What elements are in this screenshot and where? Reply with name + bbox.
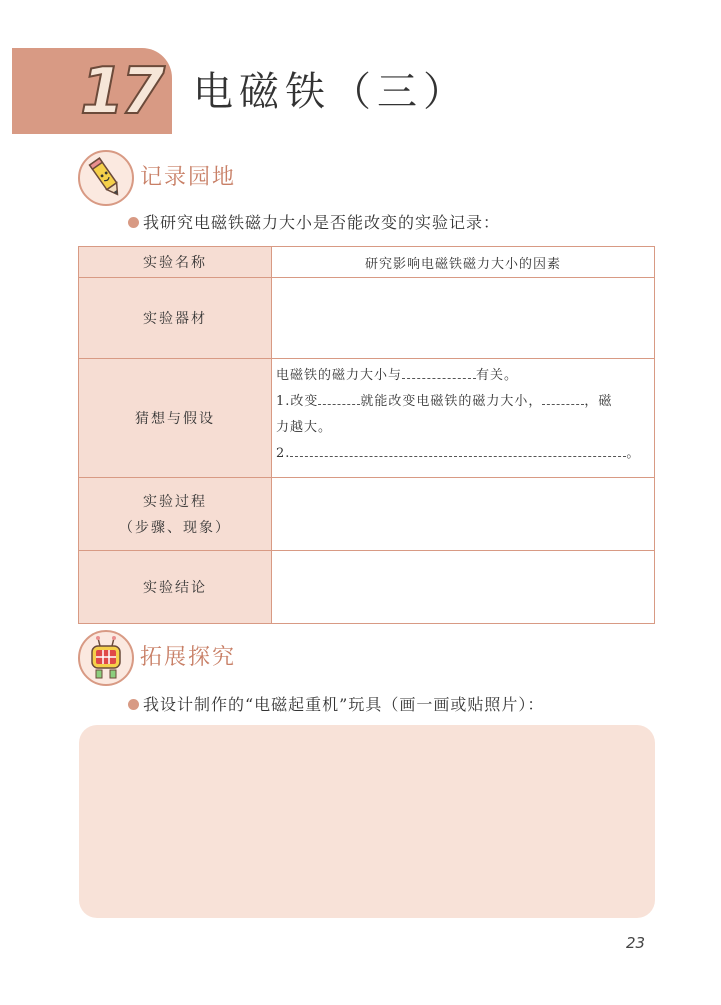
record-prompt [128,210,500,233]
table-row [79,247,655,278]
page-title: 电磁铁（三） [193,69,469,115]
hypothesis-line-1: 电磁铁的磁力大小与 有关。 [276,363,652,389]
extension-prompt-text: 我设计制作的“电磁起重机”玩具（画一画或贴照片）： [143,695,545,714]
experiment-name-value: 研究影响电磁铁磁力大小的因素 [272,247,655,278]
bullet-dot-icon [128,699,139,710]
procedure-field[interactable] [272,478,655,551]
drawing-area[interactable] [79,725,655,918]
hypothesis-label: 猜想与假设 [79,359,272,478]
table-row [79,359,655,478]
hypothesis-field [272,359,655,478]
materials-field[interactable] [272,278,655,359]
hypothesis-line-4: 2. 。 [276,441,652,467]
record-section-label: 记录园地 [140,165,237,190]
pencil-icon [78,150,134,206]
fill-blank[interactable] [318,390,360,405]
table-row [79,551,655,624]
procedure-label: 实验过程 （步骤、现象） [79,478,272,551]
conclusion-label: 实验结论 [79,551,272,624]
fill-blank[interactable] [290,442,626,457]
fill-blank[interactable] [402,364,476,379]
bullet-dot-icon [128,217,139,228]
page-number: 23 [626,934,646,952]
fill-blank[interactable] [542,390,584,405]
hypothesis-line-2: 1.改变 就能改变电磁铁的磁力大小， ，磁 [276,389,652,415]
record-section-heading [78,150,378,206]
conclusion-field[interactable] [272,551,655,624]
chapter-number: 17 [80,55,162,129]
experiment-record-table [78,246,655,624]
extension-section-heading [78,630,378,686]
extension-prompt [128,692,544,715]
table-row [79,278,655,359]
materials-label: 实验器材 [79,278,272,359]
hypothesis-line-3: 力越大。 [276,420,333,435]
record-prompt-text: 我研究电磁铁磁力大小是否能改变的实验记录： [143,213,501,232]
table-row [79,478,655,551]
extension-section-label: 拓展探究 [140,645,237,670]
experiment-name-label: 实验名称 [79,247,272,278]
robot-icon [78,630,134,686]
